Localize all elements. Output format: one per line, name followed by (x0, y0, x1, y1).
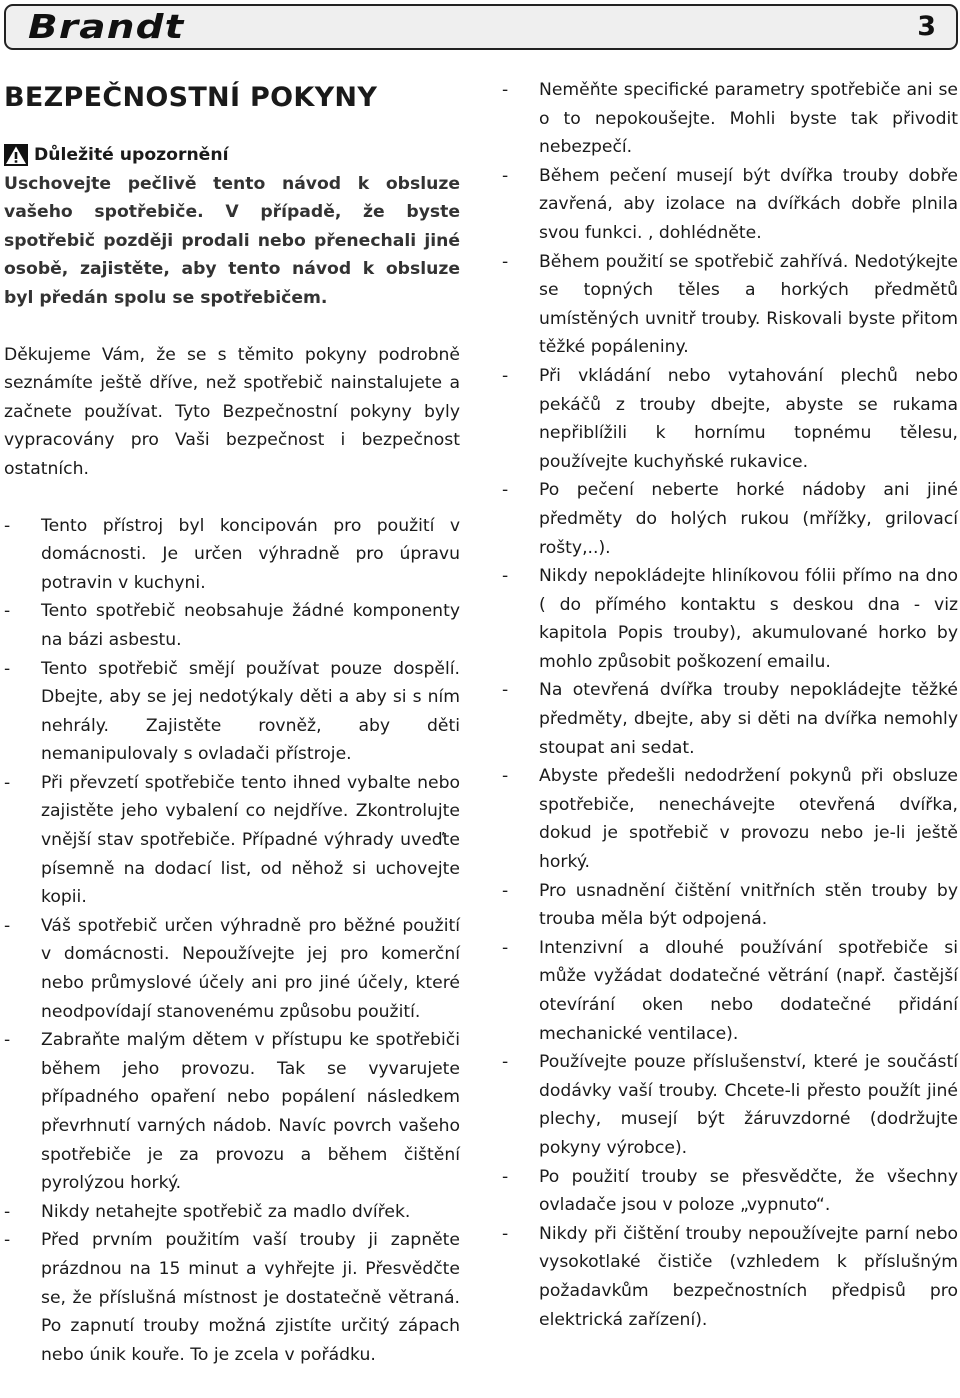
list-item: - Při převzetí spotřebiče tento ihned vybalte nebo zajistěte jeho vybalení co nejdříve. Zkontrolujte vnější stav spotřebiče. Případné výhrady uveďte písemně na dodací list, od něhož si uchovejte kopii. (4, 769, 460, 912)
list-item: - Pro usnadnění čištění vnitřních stěn trouby by trouba měla být odpojená. (502, 877, 958, 934)
page-title: BEZPEČNOSTNÍ POKYNY (4, 82, 378, 113)
list-item: - Před prvním použitím vaší trouby ji zapněte prázdnou na 15 minut a vyhřejte ji. Přesvědčte se, že příslušná místnost je dostatečně větraná. Po zapnutí trouby možná zjistíte určitý zápach nebo únik kouře. To je zcela v pořádku. (4, 1226, 460, 1369)
list-item: - Po použití trouby se přesvědčte, že všechny ovladače jsou v poloze „vypnuto“. (502, 1163, 958, 1220)
right-column (502, 76, 958, 1334)
left-column (4, 76, 460, 1369)
list-item: - Intenzivní a dlouhé používání spotřebiče si může vyžádat dodatečné větrání (např. častější otevírání oken nebo dodatečné přidání mechanické ventilace). (502, 934, 958, 1048)
list-item: - Tento přístroj byl koncipován pro použití v domácnosti. Je určen výhradně pro úpravu potravin v kuchyni. (4, 512, 460, 598)
thanks-paragraph: Děkujeme Vám, že se s těmito pokyny podrobně seznámíte ještě dříve, než spotřebič nainstalujete a začnete používat. Tyto Bezpečnostní pokyny byly vypracovány pro Vaši bezpečnost i bezpečnost ostatních. (4, 344, 460, 479)
list-item: - Neměňte specifické parametry spotřebiče ani se o to nepokoušejte. Mohli byste tak přivodit nebezpečí. (502, 76, 958, 162)
list-item: - Nikdy netahejte spotřebič za madlo dvířek. (4, 1198, 460, 1227)
list-item: - Tento spotřebič smějí používat pouze dospělí. Dbejte, aby se jej nedotýkaly děti a aby si s ním nehrály. Zajistěte rovněž, aby děti nemanipulovaly s ovladači přístroje. (4, 655, 460, 769)
list-item: - Během pečení musejí být dvířka trouby dobře zavřená, aby izolace na dvířkách dobře plnila svou funkci. , dohlédněte. (502, 162, 958, 248)
brand-logo: Brandt (28, 7, 185, 46)
warning-heading-text: Důležité upozornění (34, 145, 229, 165)
right-instruction-list (502, 76, 958, 1334)
intro-paragraph: Uschovejte pečlivě tento návod k obsluze vašeho spotřebiče. V případě, že byste spotřebič později prodali nebo přenechali jiné osobě, zajistěte, aby tento návod k obsluze byl předán spolu se spotřebičem. (4, 173, 460, 308)
warning-heading (4, 141, 460, 170)
list-item: - Po pečení neberte horké nádoby ani jiné předměty do holých rukou (mřížky, grilovací rošty,..). (502, 476, 958, 562)
left-instruction-list (4, 512, 460, 1370)
list-item: - Během použití se spotřebič zahřívá. Nedotýkejte se topných těles a horkých předmětů umístěných uvnitř trouby. Riskovali byste přitom těžké popáleniny. (502, 248, 958, 362)
warning-icon (4, 144, 28, 166)
list-item: - Abyste předešli nedodržení pokynů při obsluze spotřebiče, nenechávejte otevřená dvířka, dokud je spotřebič v provozu nebo je-li ještě horký. (502, 762, 958, 876)
list-item: - Na otevřená dvířka trouby nepokládejte těžké předměty, dbejte, aby si děti na dvířka nemohly stoupat ani sedat. (502, 676, 958, 762)
list-item: - Nikdy při čištění trouby nepoužívejte parní nebo vysokotlaké čističe (vzhledem k příslušným požadavkům bezpečnostních předpisů pro elektrická zařízení). (502, 1220, 958, 1334)
list-item: - Používejte pouze příslušenství, které je součástí dodávky vaší trouby. Chcete-li přesto použít jiné plechy, musejí být žáruvzdorné (dodržujte pokyny výrobce). (502, 1048, 958, 1162)
list-item: - Tento spotřebič neobsahuje žádné komponenty na bázi asbestu. (4, 597, 460, 654)
list-item: - Při vkládání nebo vytahování plechů nebo pekáčů z trouby dbejte, abyste se rukama nepřiblížili k hornímu topnému tělesu, používejte kuchyňské rukavice. (502, 362, 958, 476)
list-item: - Váš spotřebič určen výhradně pro běžné použití v domácnosti. Nepoužívejte jej pro komerční nebo průmyslové účely ani pro jiné účely, které neodpovídají stanovenému způsobu použití. (4, 912, 460, 1026)
list-item: - Nikdy nepokládejte hliníkovou fólii přímo na dno ( do přímého kontaktu s deskou dna - viz kapitola Popis trouby), akumulované horko by mohlo způsobit poškození emailu. (502, 562, 958, 676)
page-header (4, 4, 958, 50)
list-item: - Zabraňte malým dětem v přístupu ke spotřebiči během jeho provozu. Tak se vyvarujete případného opaření nebo popálení následkem převrhnutí varných nádob. Navíc povrch vašeho spotřebiče je za provozu a během čištění pyrolýzou horký. (4, 1026, 460, 1198)
page-number: 3 (917, 11, 936, 42)
